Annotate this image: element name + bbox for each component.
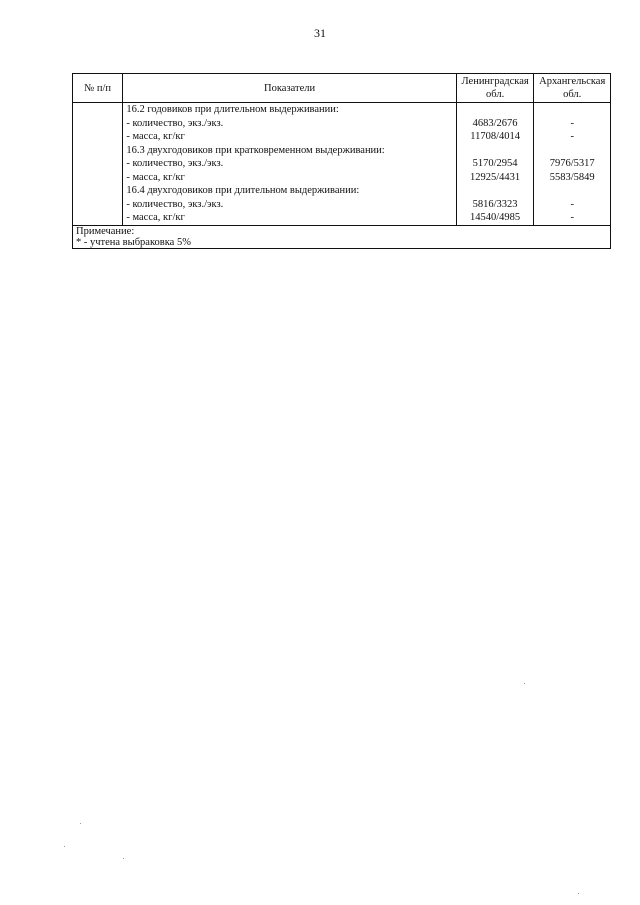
leningrad-value: 5816/3323	[472, 198, 518, 210]
table-header-row	[73, 74, 611, 103]
scan-speck	[524, 683, 525, 684]
indicator-text: - масса, кг/кг	[126, 171, 185, 183]
table-body-row	[73, 103, 611, 226]
indicator-text: 16.4 двухгодовиков при длительном выдерживании:	[126, 185, 360, 196]
arkhangelsk-value: -	[570, 117, 574, 129]
arkhangelsk-value	[537, 144, 607, 158]
indicator-text: - количество, экз./экз.	[126, 198, 224, 210]
arkhangelsk-value: -	[570, 131, 574, 142]
header-arkhangelsk: Архангельская обл.	[534, 74, 611, 103]
leningrad-value: 5170/2954	[472, 158, 518, 169]
leningrad-value	[460, 144, 531, 158]
indicator-text: - количество, экз./экз.	[126, 158, 224, 169]
leningrad-cell	[456, 103, 534, 226]
indicator-text: 16.2 годовиков при длительном выдерживании:	[126, 104, 339, 115]
indicators-cell	[123, 103, 456, 226]
indicator-text: 16.3 двухгодовиков при кратковременном выдерживании:	[126, 144, 385, 156]
header-num: № п/п	[73, 74, 123, 103]
indicator-text: - масса, кг/кг	[126, 212, 185, 223]
num-cell	[73, 103, 123, 226]
arkhangelsk-value	[537, 103, 607, 117]
header-indicators: Показатели	[123, 74, 456, 103]
scan-speck	[578, 893, 579, 894]
leningrad-value: 14540/4985	[470, 212, 521, 223]
arkhangelsk-value: -	[570, 212, 574, 223]
leningrad-value: 12925/4431	[470, 171, 521, 183]
scan-speck	[64, 846, 65, 847]
indicators-table	[72, 73, 611, 249]
leningrad-value: 4683/2676	[472, 117, 518, 129]
indicator-text: - количество, экз./экз.	[126, 117, 224, 129]
note-cell	[73, 225, 611, 248]
note-row	[73, 225, 611, 248]
arkhangelsk-value	[537, 184, 607, 198]
leningrad-value: 11708/4014	[470, 131, 520, 142]
note-title: Примечание:	[76, 225, 135, 237]
scan-speck	[80, 823, 81, 824]
arkhangelsk-cell	[534, 103, 611, 226]
arkhangelsk-value: -	[570, 198, 574, 210]
header-leningrad: Ленинградская обл.	[456, 74, 534, 103]
indicator-text: - масса, кг/кг	[126, 131, 185, 142]
scan-speck	[123, 858, 124, 859]
leningrad-value	[460, 103, 531, 117]
leningrad-value	[460, 184, 531, 198]
note-text: * - учтена выбраковка 5%	[76, 236, 191, 248]
arkhangelsk-value: 7976/5317	[549, 158, 595, 169]
page-number: 31	[314, 26, 326, 40]
arkhangelsk-value: 5583/5849	[549, 171, 595, 183]
